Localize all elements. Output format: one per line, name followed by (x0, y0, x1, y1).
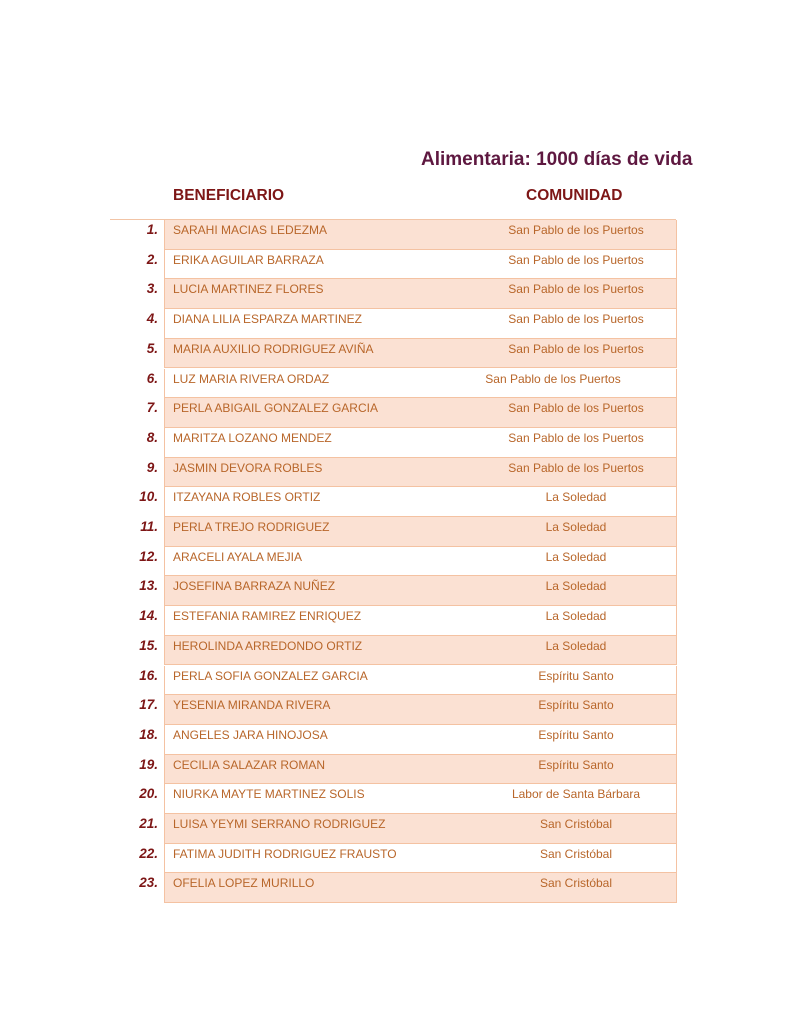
beneficiary-name: LUZ MARIA RIVERA ORDAZ (173, 371, 330, 386)
row-cell (164, 844, 677, 874)
row-cell (164, 369, 677, 399)
beneficiary-name: ESTEFANIA RAMIREZ ENRIQUEZ (173, 609, 362, 624)
community-name: La Soledad (545, 520, 607, 534)
table-row (0, 279, 791, 309)
table-row (0, 547, 791, 577)
row-number: 18. (139, 726, 158, 742)
row-number: 20. (139, 786, 158, 802)
document-title: Alimentaria: 1000 días de vida (421, 149, 693, 170)
row-number: 19. (139, 756, 158, 772)
beneficiary-name: PERLA ABIGAIL GONZALEZ GARCIA (173, 401, 378, 416)
table-row (0, 695, 791, 725)
row-cell (164, 666, 677, 696)
community-name: La Soledad (545, 609, 607, 624)
row-number: 5. (146, 340, 158, 356)
row-number: 13. (139, 578, 158, 594)
row-cell (164, 458, 677, 488)
beneficiary-name: ERIKA AGUILAR BARRAZA (173, 252, 324, 267)
table-row (0, 458, 791, 488)
row-number: 23. (139, 875, 158, 891)
row-number: 1. (146, 222, 158, 237)
community-name: La Soledad (545, 490, 607, 505)
row-cell (164, 220, 677, 250)
beneficiary-name: OFELIA LOPEZ MURILLO (173, 876, 315, 891)
table-row (0, 517, 791, 547)
beneficiary-name: HEROLINDA ARREDONDO ORTIZ (173, 638, 363, 653)
table-row (0, 755, 791, 785)
community-name: San Cristóbal (539, 817, 613, 831)
beneficiary-name: ARACELI AYALA MEJIA (173, 549, 302, 564)
beneficiary-name: MARIA AUXILIO RODRIGUEZ AVIÑA (173, 341, 374, 356)
community-name: Labor de Santa Bárbara (511, 787, 641, 802)
table-row (0, 220, 791, 250)
community-name: La Soledad (545, 638, 607, 653)
row-number: 14. (139, 608, 158, 624)
row-cell (164, 695, 677, 725)
row-number: 9. (146, 459, 158, 475)
community-name: La Soledad (545, 579, 607, 594)
row-cell (164, 576, 677, 606)
row-number: 11. (140, 519, 158, 534)
row-number: 4. (146, 311, 158, 327)
row-number: 15. (139, 637, 158, 653)
community-name: San Cristóbal (539, 876, 613, 891)
table-row (0, 636, 791, 666)
table-row (0, 339, 791, 369)
row-number: 21. (139, 816, 158, 831)
community-name: San Pablo de los Puertos (508, 341, 644, 356)
row-cell (164, 636, 677, 666)
community-name: San Pablo de los Puertos (508, 460, 644, 475)
beneficiary-name: ITZAYANA ROBLES ORTIZ (173, 490, 321, 505)
row-cell (164, 606, 677, 636)
community-name: Espíritu Santo (538, 668, 614, 683)
table-row (0, 428, 791, 458)
table-row (0, 873, 791, 903)
row-cell (164, 873, 677, 903)
row-number: 17. (139, 697, 158, 713)
row-number: 7. (146, 400, 158, 416)
beneficiary-name: NIURKA MAYTE MARTINEZ SOLIS (173, 787, 365, 802)
row-cell (164, 755, 677, 785)
beneficiary-name: LUISA YEYMI SERRANO RODRIGUEZ (173, 817, 386, 831)
community-name: Espíritu Santo (538, 727, 614, 742)
community-name: San Pablo de los Puertos (508, 282, 644, 297)
row-number: 10. (139, 489, 158, 505)
table-row (0, 487, 791, 517)
row-cell (164, 517, 677, 547)
row-cell (164, 250, 677, 280)
beneficiary-name: FATIMA JUDITH RODRIGUEZ FRAUSTO (173, 846, 397, 861)
beneficiary-name: LUCIA MARTINEZ FLORES (173, 282, 324, 297)
beneficiary-name: SARAHI MACIAS LEDEZMA (173, 223, 328, 237)
table-row (0, 844, 791, 874)
table-row (0, 814, 791, 844)
row-number: 22. (139, 845, 158, 861)
row-number: 12. (139, 548, 158, 564)
row-cell (164, 398, 677, 428)
table-row (0, 725, 791, 755)
beneficiary-name: ANGELES JARA HINOJOSA (173, 727, 328, 742)
beneficiary-name: MARITZA LOZANO MENDEZ (173, 430, 332, 445)
community-name: Espíritu Santo (538, 757, 614, 772)
beneficiary-name: PERLA SOFIA GONZALEZ GARCIA (173, 668, 368, 683)
beneficiary-name: DIANA LILIA ESPARZA MARTINEZ (173, 312, 362, 327)
row-cell (164, 547, 677, 577)
table-row (0, 576, 791, 606)
beneficiary-name: JASMIN DEVORA ROBLES (173, 460, 323, 475)
community-name: San Cristóbal (539, 846, 613, 861)
community-name: Espíritu Santo (538, 698, 614, 713)
community-name: San Pablo de los Puertos (508, 252, 644, 267)
row-number: 6. (146, 370, 158, 386)
table-row (0, 398, 791, 428)
beneficiary-name: CECILIA SALAZAR ROMAN (173, 757, 326, 772)
row-number: 8. (146, 429, 158, 445)
row-cell (164, 487, 677, 517)
community-name: San Pablo de los Puertos (508, 430, 644, 445)
beneficiary-name: YESENIA MIRANDA RIVERA (173, 698, 331, 713)
row-cell (164, 814, 677, 844)
beneficiary-name: PERLA TREJO RODRIGUEZ (173, 520, 330, 534)
table-row (0, 666, 791, 696)
table-row (0, 369, 791, 399)
beneficiary-name: JOSEFINA BARRAZA NUÑEZ (173, 579, 336, 594)
community-name: La Soledad (545, 549, 607, 564)
community-name: San Pablo de los Puertos (508, 401, 644, 416)
row-cell (164, 309, 677, 339)
row-cell (164, 339, 677, 369)
header-comunidad: COMUNIDAD (526, 187, 623, 204)
table-row (0, 606, 791, 636)
table-row (0, 250, 791, 280)
table-row (0, 309, 791, 339)
row-cell (164, 725, 677, 755)
header-beneficiario: BENEFICIARIO (173, 187, 285, 204)
row-cell (164, 428, 677, 458)
row-cell (164, 279, 677, 309)
community-name: San Pablo de los Puertos (508, 312, 644, 327)
row-number: 3. (146, 281, 158, 297)
community-name: San Pablo de los Puertos (485, 371, 621, 386)
table-row (0, 784, 791, 814)
row-number: 2. (146, 251, 158, 267)
row-cell (164, 784, 677, 814)
row-number: 16. (139, 667, 158, 683)
community-name: San Pablo de los Puertos (508, 223, 644, 237)
